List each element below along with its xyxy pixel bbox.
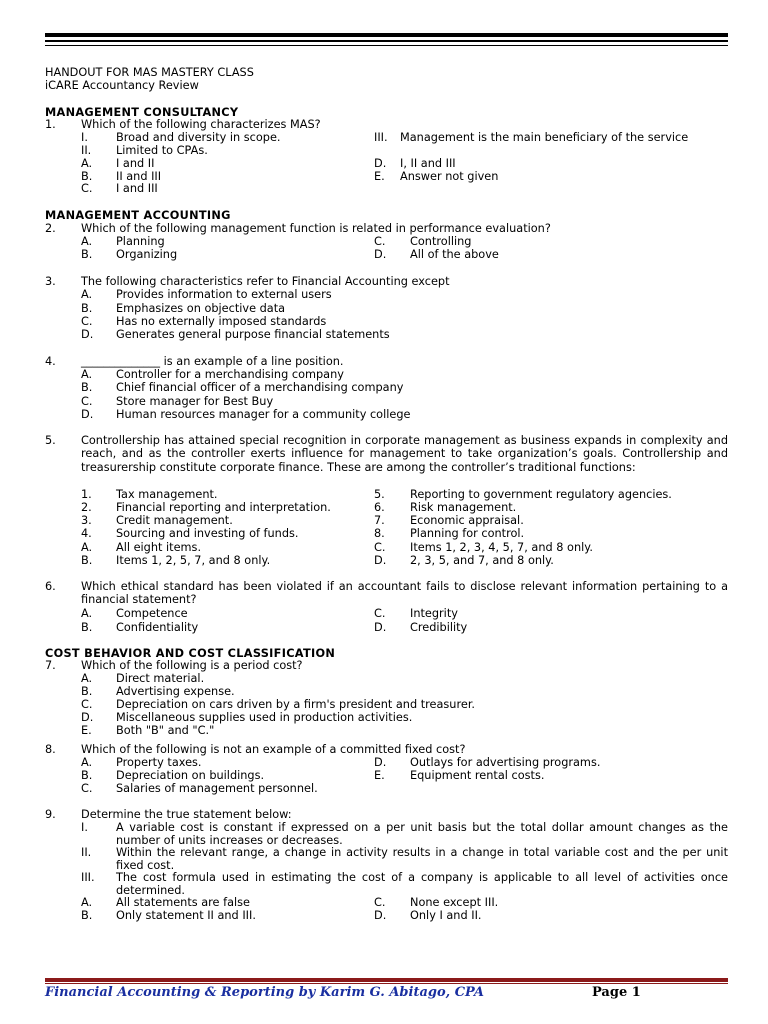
function-label: 8.: [374, 527, 385, 540]
choice-label: D.: [374, 554, 387, 567]
choice-label: A.: [81, 288, 93, 301]
choice-label: A.: [81, 672, 93, 685]
function-label: 7.: [374, 514, 385, 527]
choice-label: B.: [81, 909, 93, 922]
question-text: The following characteristics refer to Financial Accounting except: [81, 275, 450, 288]
choice-text: I and II: [116, 157, 155, 170]
choice-text: Emphasizes on objective data: [116, 302, 286, 315]
choice-text: I, II and III: [400, 157, 456, 170]
choice-label: E.: [374, 769, 385, 782]
choice-label: D.: [374, 909, 387, 922]
question-number: 2.: [45, 222, 56, 235]
choice-text: Advertising expense.: [116, 685, 235, 698]
choice-label: D.: [374, 248, 387, 261]
top-rule-medium: [45, 40, 728, 42]
choice-label: B.: [81, 685, 93, 698]
choice-label: B.: [81, 769, 93, 782]
choice-text: Direct material.: [116, 672, 205, 685]
choice-label: A.: [81, 235, 93, 248]
choice-label: A.: [81, 368, 93, 381]
choice-label: B.: [81, 302, 93, 315]
choice-text: Items 1, 2, 3, 4, 5, 7, and 8 only.: [410, 541, 593, 554]
question-number: 9.: [45, 808, 56, 821]
choice-label: C.: [81, 395, 93, 408]
choice-text: Both "B" and "C.": [116, 724, 215, 737]
question-text: Which of the following characterizes MAS?: [81, 118, 321, 131]
choice-label: E.: [81, 724, 92, 737]
function-text: Reporting to government regulatory agencies.: [410, 488, 672, 501]
handout-title: HANDOUT FOR MAS MASTERY CLASS: [45, 66, 254, 79]
function-label: 1.: [81, 488, 92, 501]
statement-label: II.: [81, 144, 92, 157]
choice-text: Items 1, 2, 5, 7, and 8 only.: [116, 554, 271, 567]
question-number: 3.: [45, 275, 56, 288]
choice-text: Controlling: [410, 235, 472, 248]
choice-label: C.: [81, 182, 93, 195]
choice-text: All eight items.: [116, 541, 202, 554]
choice-text: Integrity: [410, 607, 458, 620]
choice-label: C.: [81, 315, 93, 328]
choice-text: Has no externally imposed standards: [116, 315, 327, 328]
choice-text: Equipment rental costs.: [410, 769, 545, 782]
question-text: Which of the following management function is related in performance evaluation?: [81, 222, 551, 235]
choice-label: C.: [81, 698, 93, 711]
choice-text: Salaries of management personnel.: [116, 782, 318, 795]
choice-text: Human resources manager for a community college: [116, 408, 411, 421]
choice-text: II and III: [116, 170, 162, 183]
statement-label: III.: [81, 871, 95, 884]
statement-text: The cost formula used in estimating the cost of a company is applicable to all level of activities once determined.: [116, 871, 728, 898]
review-center-name: iCARE Accountancy Review: [45, 79, 199, 92]
choice-label: C.: [81, 782, 93, 795]
choice-text: Generates general purpose financial statements: [116, 328, 390, 341]
choice-label: C.: [374, 541, 386, 554]
top-rule-thick: [45, 33, 728, 37]
footer-rule-thick: [45, 978, 728, 982]
choice-label: C.: [374, 896, 386, 909]
function-text: Financial reporting and interpretation.: [116, 501, 331, 514]
choice-label: A.: [81, 756, 93, 769]
choice-label: B.: [81, 554, 93, 567]
question-number: 8.: [45, 743, 56, 756]
statement-label: II.: [81, 846, 92, 859]
choice-text: Competence: [116, 607, 188, 620]
page-number: Page 1: [592, 985, 641, 1000]
question-number: 1.: [45, 118, 56, 131]
choice-label: D.: [81, 408, 94, 421]
choice-text: Property taxes.: [116, 756, 202, 769]
choice-text: Answer not given: [400, 170, 499, 183]
choice-text: Depreciation on buildings.: [116, 769, 265, 782]
statement-text: Limited to CPAs.: [116, 144, 208, 157]
choice-label: C.: [374, 235, 386, 248]
choice-label: B.: [81, 170, 93, 183]
choice-text: Organizing: [116, 248, 178, 261]
section-heading-management-accounting: MANAGEMENT ACCOUNTING: [45, 209, 231, 222]
question-text: Which of the following is not an example of a committed fixed cost?: [81, 743, 466, 756]
choice-label: A.: [81, 541, 93, 554]
question-text: ______________ is an example of a line position.: [81, 355, 344, 368]
statement-text: Broad and diversity in scope.: [116, 131, 281, 144]
choice-text: 2, 3, 5, and 7, and 8 only.: [410, 554, 554, 567]
statement-text: Within the relevant range, a change in activity results in a change in total variable cost and the per unit fixed cost.: [116, 846, 728, 873]
function-text: Sourcing and investing of funds.: [116, 527, 299, 540]
question-text: Controllership has attained special recognition in corporate management as business expands in complexity and reach, and as the controller exerts influence for management to take organization’s goals. Controllership and treasurership constitute corporate finance. These are among the controller’s traditional functions:: [81, 434, 728, 474]
choice-text: Controller for a merchandising company: [116, 368, 344, 381]
statement-text: Management is the main beneficiary of the service: [400, 131, 689, 144]
statement-text: A variable cost is constant if expressed on a per unit basis but the total dollar amount changes as the number of units increases or decreases.: [116, 821, 728, 848]
choice-label: B.: [81, 248, 93, 261]
function-label: 3.: [81, 514, 92, 527]
choice-text: Only statement II and III.: [116, 909, 256, 922]
choice-label: A.: [81, 896, 93, 909]
choice-label: A.: [81, 157, 93, 170]
choice-label: B.: [81, 621, 93, 634]
choice-label: B.: [81, 381, 93, 394]
choice-label: D.: [374, 621, 387, 634]
function-text: Risk management.: [410, 501, 517, 514]
function-label: 4.: [81, 527, 92, 540]
choice-text: Miscellaneous supplies used in production activities.: [116, 711, 413, 724]
choice-label: D.: [374, 157, 387, 170]
footer-rule-thin: [45, 983, 728, 984]
choice-label: D.: [81, 711, 94, 724]
choice-text: Depreciation on cars driven by a firm's president and treasurer.: [116, 698, 476, 711]
question-number: 7.: [45, 659, 56, 672]
statement-label: I.: [81, 131, 88, 144]
question-number: 6.: [45, 580, 56, 593]
question-text: Determine the true statement below:: [81, 808, 292, 821]
function-label: 5.: [374, 488, 385, 501]
choice-text: None except III.: [410, 896, 499, 909]
section-heading-cost-behavior: COST BEHAVIOR AND COST CLASSIFICATION: [45, 647, 336, 660]
section-heading-management-consultancy: MANAGEMENT CONSULTANCY: [45, 106, 239, 119]
function-label: 6.: [374, 501, 385, 514]
choice-text: All statements are false: [116, 896, 250, 909]
statement-label: I.: [81, 821, 88, 834]
choice-label: E.: [374, 170, 385, 183]
choice-text: Store manager for Best Buy: [116, 395, 274, 408]
choice-text: Confidentiality: [116, 621, 199, 634]
function-text: Tax management.: [116, 488, 218, 501]
footer-author: Financial Accounting & Reporting by Karim G. Abitago, CPA: [45, 985, 484, 1000]
choice-label: C.: [374, 607, 386, 620]
choice-text: Chief financial officer of a merchandising company: [116, 381, 404, 394]
choice-text: Credibility: [410, 621, 468, 634]
question-number: 4.: [45, 355, 56, 368]
choice-text: Outlays for advertising programs.: [410, 756, 601, 769]
choice-text: I and III: [116, 182, 158, 195]
choice-text: All of the above: [410, 248, 499, 261]
choice-text: Provides information to external users: [116, 288, 332, 301]
function-text: Economic appraisal.: [410, 514, 524, 527]
statement-label: III.: [374, 131, 388, 144]
question-text: Which ethical standard has been violated if an accountant fails to disclose relevant information pertaining to a financial statement?: [81, 580, 728, 607]
choice-label: D.: [374, 756, 387, 769]
top-rule-thin: [45, 45, 728, 46]
choice-text: Only I and II.: [410, 909, 482, 922]
function-label: 2.: [81, 501, 92, 514]
question-number: 5.: [45, 434, 56, 447]
choice-label: D.: [81, 328, 94, 341]
function-text: Credit management.: [116, 514, 233, 527]
function-text: Planning for control.: [410, 527, 525, 540]
choice-text: Planning: [116, 235, 165, 248]
choice-label: A.: [81, 607, 93, 620]
question-text: Which of the following is a period cost?: [81, 659, 303, 672]
